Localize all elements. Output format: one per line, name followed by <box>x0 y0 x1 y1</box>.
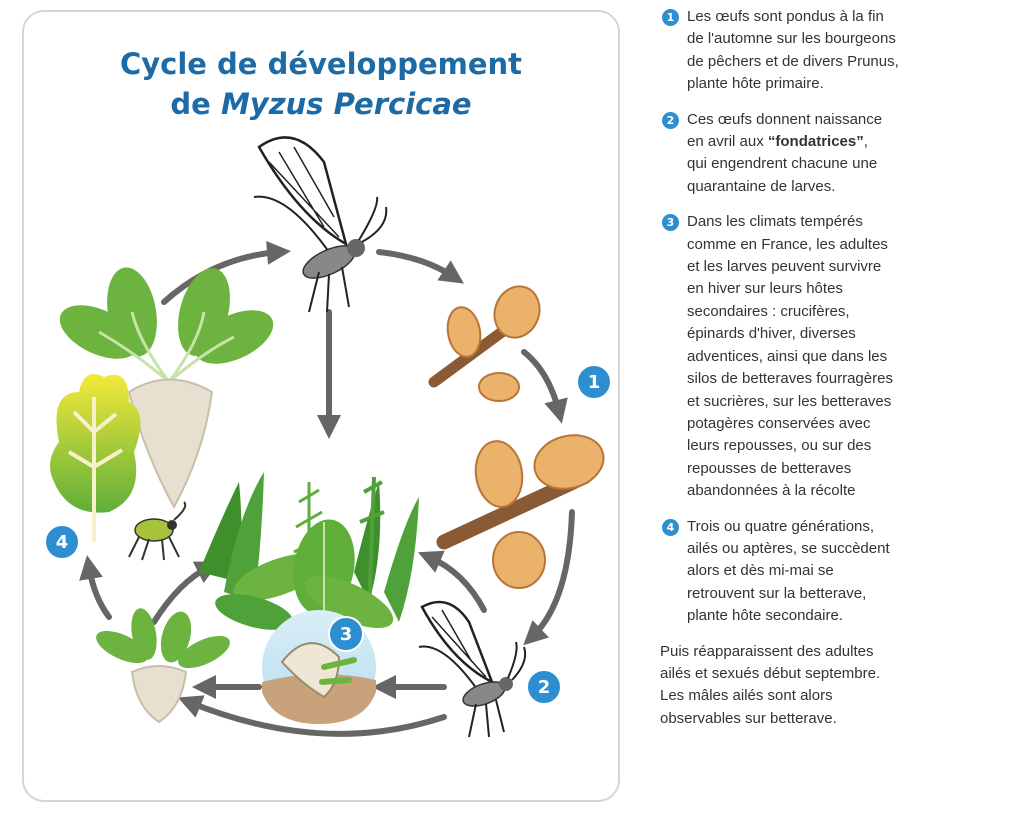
legend-line: alors et dès mi-mai se <box>687 562 834 580</box>
legend-line: retrouvent sur la betterave, <box>687 584 867 602</box>
legend-line: Les œufs sont pondus à la fin <box>687 8 884 25</box>
diagram-card <box>22 10 620 802</box>
legend-line: qui engendrent chacune une <box>687 155 878 173</box>
svg-text:3: 3 <box>339 624 353 645</box>
legend-line: plante hôte primaire. <box>687 75 824 93</box>
legend-line: en hiver sur leurs hôtes <box>687 280 843 298</box>
legend-line: leurs repousses, ou sur des <box>687 437 872 455</box>
legend-item-2 <box>660 109 960 199</box>
legend-text: en avril aux <box>687 133 768 151</box>
legend-number-3: 3 <box>662 214 679 231</box>
peach-buds-lower <box>444 428 610 588</box>
step-badge-1 <box>577 365 611 399</box>
species-name: Myzus Percicae <box>220 87 472 121</box>
closing-line: Puis réapparaissent des adultes <box>660 642 874 660</box>
arrow-seedling-to-chard <box>89 567 109 617</box>
legend-line: Dans les climats tempérés <box>687 213 863 231</box>
step-badge-3 <box>329 617 363 651</box>
legend-line: quarantaine de larves. <box>687 177 836 195</box>
legend-line: adventices, ainsi que dans les <box>687 347 888 365</box>
legend-line: épinards d'hiver, diverses <box>687 325 856 343</box>
svg-text:2: 2 <box>537 677 551 698</box>
step-badge-2 <box>527 670 561 704</box>
legend-line: ailés ou aptères, se succèdent <box>687 539 890 557</box>
arrow-aphid-to-buds <box>379 252 454 277</box>
closing-paragraph <box>660 641 960 731</box>
legend-line: repousses de betteraves <box>687 459 852 477</box>
arrow-buds-down <box>524 352 559 412</box>
legend-line: potagères conservées avec <box>687 414 871 432</box>
legend-item-1 <box>660 6 960 96</box>
step-badge-4 <box>45 525 79 559</box>
legend-item-3 <box>660 211 960 502</box>
legend-number-4: 4 <box>662 519 679 536</box>
legend-line: comme en France, les adultes <box>687 235 888 253</box>
legend-line: silos de betteraves fourragères <box>687 370 893 388</box>
legend-line: de l'automne sur les bourgeons <box>687 30 896 48</box>
chard-plant <box>50 374 140 542</box>
legend-text: , <box>863 133 868 151</box>
fondatrices-term: “fondatrices” <box>767 133 864 151</box>
legend-number-1: 1 <box>662 9 679 26</box>
wingless-aphid <box>129 502 185 560</box>
legend-line: plante hôte secondaire. <box>687 607 843 625</box>
legend-line <box>687 131 960 153</box>
legend-line: secondaires : crucifères, <box>687 302 850 320</box>
legend-item-4 <box>660 516 960 628</box>
title-line-1: Cycle de développement <box>119 47 523 81</box>
beet-seedling <box>92 606 235 722</box>
closing-line: Les mâles ailés sont alors <box>660 687 833 705</box>
closing-line: ailés et sexués début septembre. <box>660 664 881 682</box>
legend-panel <box>660 6 960 730</box>
legend-line: Trois ou quatre générations, <box>687 517 875 535</box>
legend-line: abandonnées à la récolte <box>687 482 856 500</box>
winged-aphid-top <box>254 137 386 312</box>
svg-text:4: 4 <box>55 532 69 553</box>
title-prefix: de <box>170 87 221 121</box>
svg-text:1: 1 <box>587 372 601 393</box>
peach-buds-upper <box>434 280 547 401</box>
legend-line: Ces œufs donnent naissance <box>687 110 883 128</box>
legend-number-2: 2 <box>662 112 679 129</box>
legend-line: et sucrières, sur les betteraves <box>687 392 892 410</box>
legend-line: et les larves peuvent survivre <box>687 258 882 276</box>
life-cycle-diagram <box>24 12 620 802</box>
closing-line: observables sur betterave. <box>660 709 837 727</box>
legend-line: de pêchers et de divers Prunus, <box>687 52 899 70</box>
